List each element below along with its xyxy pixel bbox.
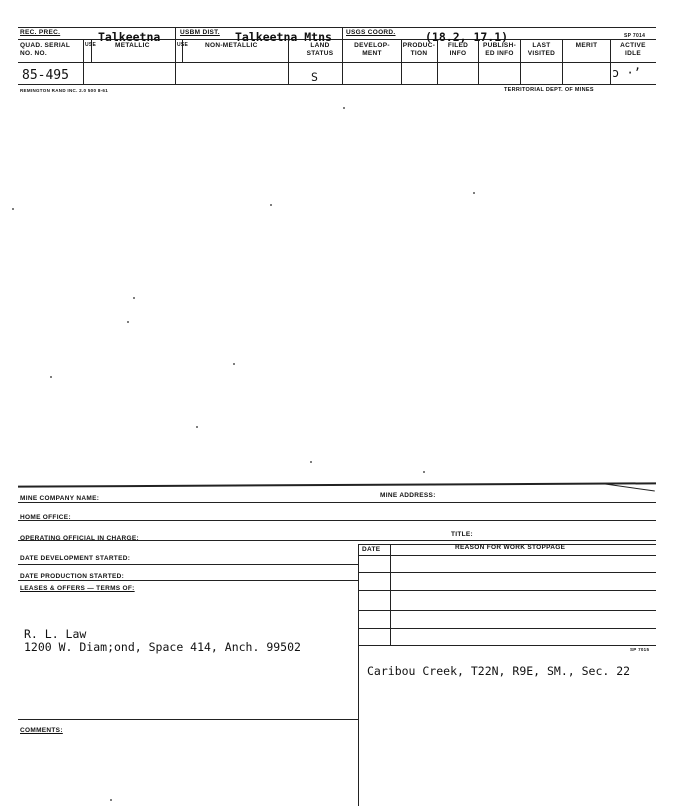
form-number-bottom: SP 7015 bbox=[630, 647, 650, 652]
operating-official-label: OPERATING OFFICIAL IN CHARGE: bbox=[20, 535, 139, 542]
land-status-value: S bbox=[311, 70, 318, 84]
printer-imprint: REMINGTON RAND INC. 2.0 500 8-61 bbox=[20, 88, 109, 93]
usgs-coord-label: USGS COORD. bbox=[346, 29, 396, 36]
non-metallic-header: NON-METALLIC bbox=[205, 42, 258, 49]
quad-serial-header: QUAD. SERIAL NO. NO. bbox=[20, 42, 71, 57]
department-imprint: TERRITORIAL DEPT. OF MINES bbox=[504, 87, 594, 93]
filed-info-header: FILED INFO bbox=[447, 42, 469, 57]
use-header-1: USE bbox=[85, 42, 97, 48]
form-number-top: SP 7014 bbox=[624, 33, 646, 39]
last-visited-header: LAST VISITED bbox=[527, 42, 556, 57]
development-header: DEVELOP- MENT bbox=[354, 42, 390, 57]
leases-offers-label: LEASES & OFFERS — TERMS OF: bbox=[20, 585, 135, 592]
home-office-label: HOME OFFICE: bbox=[20, 514, 71, 521]
usgs-coord-value: (18.2, 17.1) bbox=[425, 30, 509, 44]
usbm-dist-value: Talkeetna Mtns bbox=[235, 30, 332, 44]
rec-prec-value: Talkeetna bbox=[98, 30, 161, 44]
date-production-label: DATE PRODUCTION STARTED: bbox=[20, 573, 125, 580]
reason-header: REASON FOR WORK STOPPAGE bbox=[455, 544, 566, 551]
metallic-header: METALLIC bbox=[115, 42, 150, 49]
published-info-header: PUBLISH- ED INFO bbox=[482, 42, 517, 57]
owner-address: 1200 W. Diam;ond, Space 414, Anch. 99502 bbox=[24, 640, 301, 654]
quad-serial-value: 85-495 bbox=[22, 68, 69, 83]
mine-company-name-label: MINE COMPANY NAME: bbox=[20, 495, 100, 502]
usbm-dist-label: USBM DIST. bbox=[180, 29, 220, 36]
use-header-2: USE bbox=[177, 42, 189, 48]
production-header: PRODUC- TION bbox=[402, 42, 436, 57]
owner-name: R. L. Law bbox=[24, 627, 87, 641]
active-idle-header: ACTIVE IDLE bbox=[620, 42, 646, 57]
date-header: DATE bbox=[362, 546, 381, 553]
active-idle-value: ɔ ·ʼ bbox=[612, 66, 641, 80]
date-development-label: DATE DEVELOPMENT STARTED: bbox=[20, 555, 131, 562]
location-description: Caribou Creek, T22N, R9E, SM., Sec. 22 bbox=[367, 664, 631, 678]
mine-address-label: MINE ADDRESS: bbox=[380, 492, 436, 499]
land-status-header: LAND STATUS bbox=[306, 42, 334, 57]
merit-header: MERIT bbox=[575, 42, 598, 49]
rec-prec-label: REC. PREC. bbox=[20, 29, 61, 36]
title-label: TITLE: bbox=[451, 531, 474, 538]
comments-label: COMMENTS: bbox=[20, 727, 63, 734]
